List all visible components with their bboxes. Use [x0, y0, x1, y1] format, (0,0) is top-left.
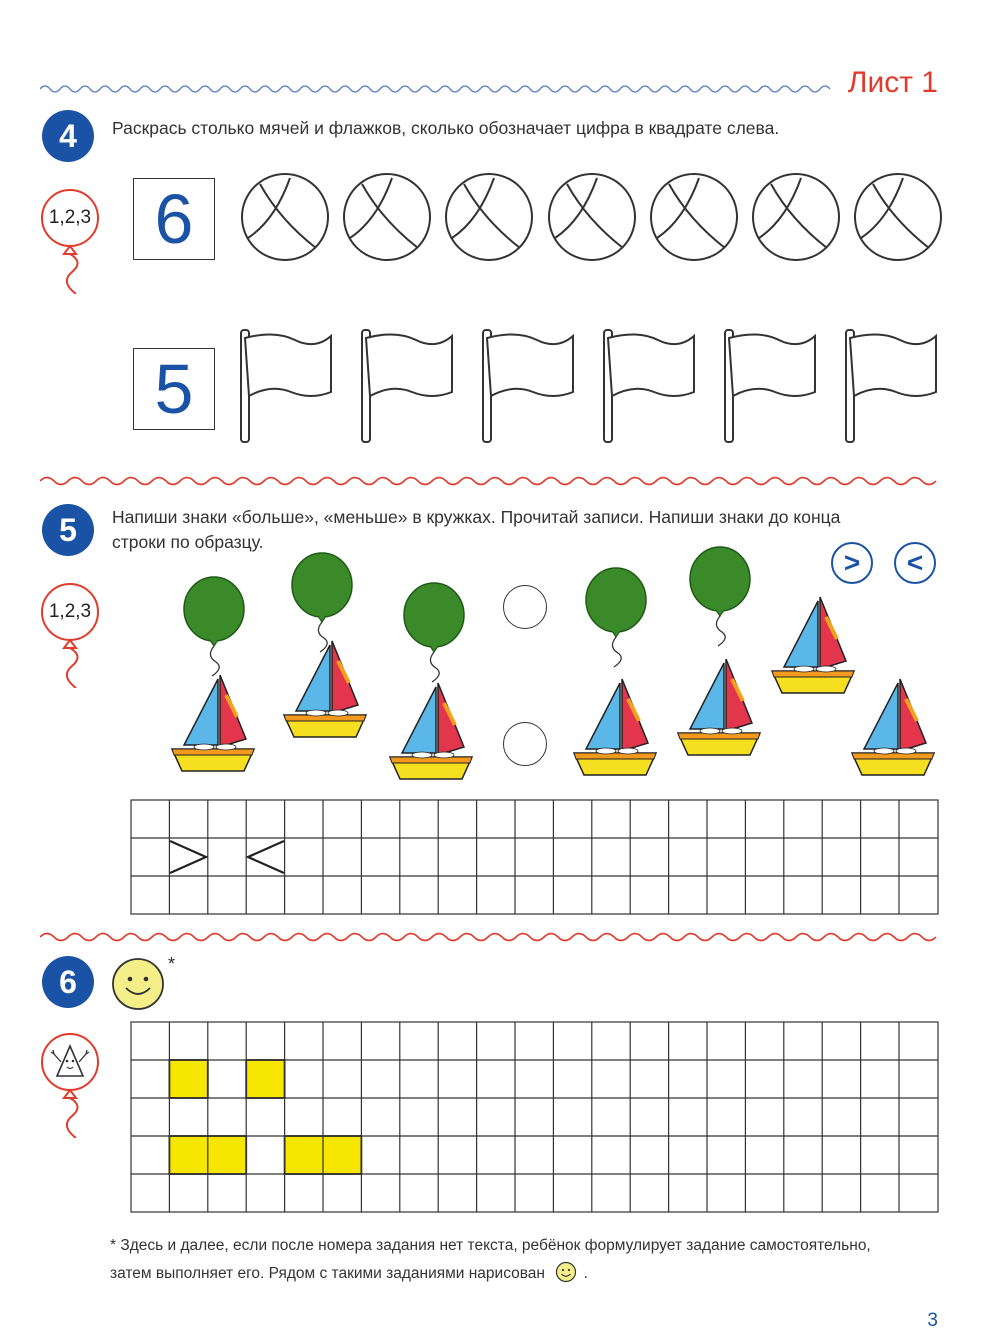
- sample-less-sign: [248, 841, 284, 873]
- task-4-number: 4: [42, 110, 94, 162]
- balloon-icon: [40, 578, 100, 688]
- writing-grid-task-5[interactable]: [130, 799, 940, 917]
- yellow-squares: [169, 1060, 361, 1174]
- footnote: [110, 1232, 940, 1288]
- footnote-line-2-text: затем выполняет его. Рядом с такими заданиями нарисован: [110, 1265, 545, 1282]
- green-balloon-4: [586, 568, 646, 667]
- task-5-text-line-2: строки по образцу.: [112, 532, 264, 552]
- balloon-triangle-icon: [40, 1028, 100, 1138]
- greater-sign-badge: >: [831, 542, 873, 584]
- answer-circle-balloons[interactable]: [503, 585, 547, 629]
- answer-circle-boats[interactable]: [503, 722, 547, 766]
- digit-box-balls: 6: [133, 178, 215, 260]
- ball-4[interactable]: [549, 174, 635, 260]
- boat-3: [390, 683, 472, 779]
- ball-7[interactable]: [855, 174, 941, 260]
- green-balloon-5: [690, 547, 750, 646]
- drawing-grid-task-6[interactable]: [130, 1021, 940, 1213]
- task-4-text: Раскрась столько мячей и флажков, сколько обозначает цифра в квадрате слева.: [112, 118, 780, 138]
- boat-5: [678, 659, 760, 755]
- flag-4[interactable]: [604, 330, 694, 442]
- green-balloon-2: [292, 553, 352, 652]
- ball-1[interactable]: [242, 174, 328, 260]
- boat-6: [772, 597, 854, 693]
- boat-7: [852, 679, 934, 775]
- flag-1[interactable]: [241, 330, 331, 442]
- ball-6[interactable]: [753, 174, 839, 260]
- ball-3[interactable]: [446, 174, 532, 260]
- boat-4: [574, 679, 656, 775]
- flag-5[interactable]: [725, 330, 815, 442]
- boat-1: [172, 675, 254, 771]
- sample-greater-sign: [170, 841, 206, 873]
- balloon-label: 1,2,3: [48, 207, 92, 228]
- footnote-line-1: * Здесь и далее, если после номера задания нет текста, ребёнок формулирует задание самостоятельно,: [110, 1237, 871, 1254]
- sheet-title: Лист 1: [847, 66, 938, 99]
- task-6-number: 6: [42, 956, 94, 1008]
- balloon-label: 1,2,3: [48, 601, 92, 622]
- flag-6[interactable]: [846, 330, 936, 442]
- green-balloon-3: [404, 583, 464, 682]
- footnote-line-2: [110, 1260, 940, 1288]
- flags-row: [235, 320, 950, 445]
- balloon-icon: [40, 184, 100, 294]
- asterisk-mark: *: [168, 954, 176, 974]
- ball-2[interactable]: [344, 174, 430, 260]
- boat-2: [284, 641, 366, 737]
- page-number: 3: [927, 1310, 938, 1331]
- task-5-text-line-1: Напиши знаки «больше», «меньше» в кружках. Прочитай записи. Напиши знаки до конца: [112, 507, 841, 527]
- ball-5[interactable]: [651, 174, 737, 260]
- balls-row: [230, 170, 950, 270]
- flag-2[interactable]: [362, 330, 452, 442]
- task-5-number: 5: [42, 504, 94, 556]
- wavy-divider-2: [40, 930, 940, 944]
- footnote-line-2-end: .: [583, 1265, 588, 1282]
- flag-3[interactable]: [483, 330, 573, 442]
- digit-box-flags: 5: [133, 348, 215, 430]
- task-5-pictures: [170, 545, 940, 790]
- smiley-icon: [555, 1261, 577, 1283]
- smiley-icon: [110, 956, 166, 1012]
- green-balloon-1: [184, 577, 244, 676]
- wavy-divider-1: [40, 474, 940, 488]
- wavy-divider-top: [40, 82, 940, 96]
- less-sign-badge: <: [894, 542, 936, 584]
